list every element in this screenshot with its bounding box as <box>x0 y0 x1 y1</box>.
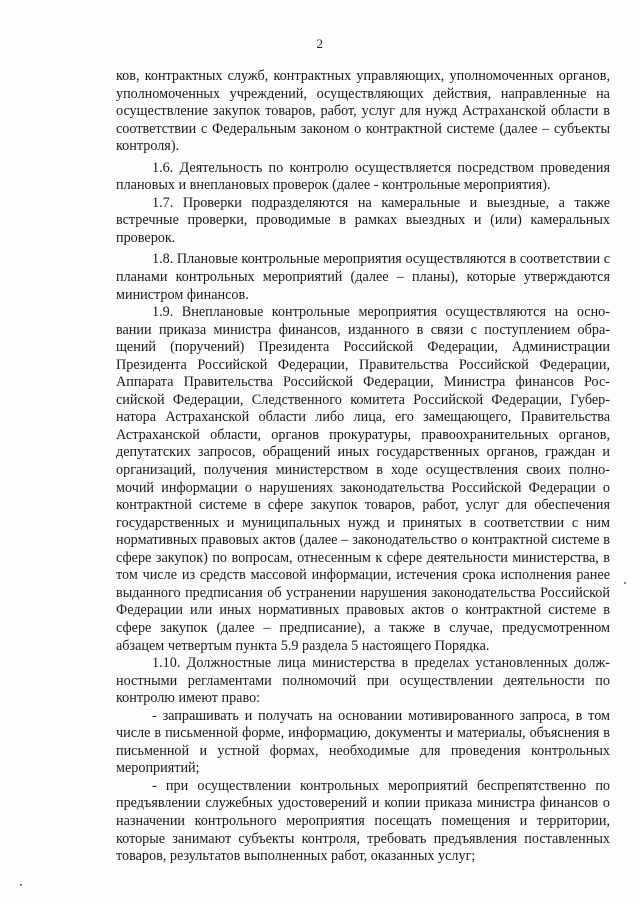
paragraph-1-10: 1.10. Должностные лица министерства в пределах установленных должностными регламентами полномочий при осуществлении деятельности по контролю имеют право: <box>116 655 610 707</box>
list-item-request-info: - запрашивать и получать на основании мотивированного запроса, в том числе в письменной форме, информацию, документы и материалы, объяснения в письменной и устной формах, необходимые для проведения контрольных мероприятий; <box>116 707 610 777</box>
paragraph-1-8: 1.8. Плановые контрольные мероприятия осуществляются в соответствии с планами контрольных мероприятий (далее – планы), которые утверждаются министром финансов. <box>116 251 610 303</box>
scan-speck <box>20 884 22 886</box>
paragraph-1-7: 1.7. Проверки подразделяются на камеральные и выездные, а также встречные проверки, проводимые в рамках выездных и (или) камеральных проверок. <box>116 194 610 246</box>
page-number: 2 <box>316 36 324 51</box>
paragraph-1-6: 1.6. Деятельность по контролю осуществляется посредством проведения плановых и внеплановых проверок (далее - контрольные мероприятия). <box>116 159 610 194</box>
scan-speck <box>624 582 626 584</box>
paragraph-1-9: 1.9. Внеплановые контрольные мероприятия осуществляются на основании приказа министра финансов, изданного в связи с поступлением обращений (поручений) Президента Российской Федерации, Администрации Президента Российской Федерации, Правительства Российской Федерации, Аппарата Правительства Российской Федерации, Министра финансов Российской Федерации, Следственного комитета Российской Федерации, Губернатора Астраханской области либо лица, его замещающего, Правительства Астраханской области, органов прокуратуры, правоохранительных органов, депутатских запросов, обращений иных государственных органов, граждан и организаций, получения министерством в ходе осуществления своих полномочий информации о нарушениях законодательства Российской Федерации о контрактной системе в сфере закупок товаров, работ, услуг для обеспечения государственных и муниципальных нужд и принятых в соответствии с ним нормативных правовых актов (далее – законодательство о контрактной системе в сфере закупок) по вопросам, отнесенным к сфере деятельности министерства, в том числе из средств массовой информации, истечения срока исполнения ранее выданного предписания об устранении нарушения законодательства Российской Федерации или иных нормативных правовых актов о контрактной системе в сфере закупок (далее – предписание), а также в случае, предусмотренном абзацем четвертым пункта 5.9 раздела 5 настоящего Порядка. <box>116 304 610 654</box>
list-item-site-access: - при осуществлении контрольных мероприятий беспрепятственно по предъявлении служебных удостоверений и копии приказа министра финансов о назначении контрольного мероприятия посещать помещения и территории, которые занимают субъекты контроля, требовать предъявления поставленных товаров, результатов выполненных работ, оказанных услуг; <box>116 777 610 865</box>
document-body <box>116 68 610 866</box>
paragraph-continuation: ков, контрактных служб, контрактных управляющих, уполномоченных органов, уполномоченных учреждений, осуществляющих действия, направленные на осуществление закупок товаров, работ, услуг для нужд Астраханской области в соответствии с Федеральным законом о контрактной системе (далее – субъекты контроля). <box>116 68 610 155</box>
